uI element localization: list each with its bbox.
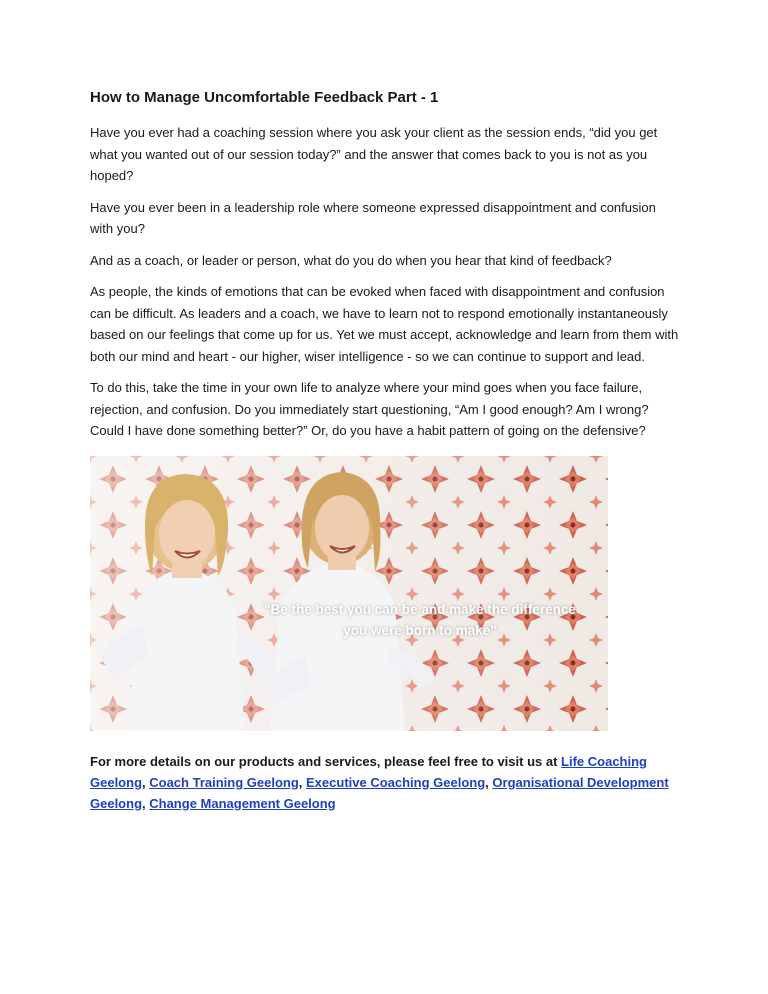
footer-intro: For more details on our products and services, please feel free to visit us at xyxy=(90,753,562,769)
footer-links xyxy=(90,751,680,814)
image-quote xyxy=(240,599,600,641)
link-executive-coaching-geelong[interactable]: Executive Coaching Geelong xyxy=(306,774,486,790)
photo-illustration xyxy=(90,456,608,731)
image-quote-line-2: you were born to make" xyxy=(343,622,497,638)
footer-separator: , xyxy=(485,774,493,790)
paragraph-coaching-session: Have you ever had a coaching session where you ask your client as the session ends, “did you get what you wanted out of our session today?” and the answer that comes back to you is not as you hoped? xyxy=(90,125,658,183)
footer-separator: , xyxy=(298,774,307,790)
link-change-management-geelong[interactable]: Change Management Geelong xyxy=(149,795,336,811)
paragraph-leadership-role: Have you ever been in a leadership role where someone expressed disappointment and confusion with you? xyxy=(90,199,656,236)
article-title: How to Manage Uncomfortable Feedback Part - 1 xyxy=(90,89,439,106)
footer-separator: , xyxy=(142,795,150,811)
link-organisational-development-geelong[interactable]: Organisational Development Geelong xyxy=(90,774,669,811)
link-coach-training-geelong[interactable]: Coach Training Geelong xyxy=(149,774,299,790)
paragraph-emotions: As people, the kinds of emotions that can be evoked when faced with disappointment and confusion can be difficult. As leaders and a coach, we have to learn not to respond emotionally instantaneously based on our feelings that come up for us. Yet we must accept, acknowledge and learn from them with both our mind and heart - our higher, wiser intelligence - so we can continue to support and lead. xyxy=(90,284,679,364)
link-life-coaching-geelong[interactable]: Life Coaching Geelong xyxy=(90,753,647,790)
paragraph-feedback-question: And as a coach, or leader or person, what do you do when you hear that kind of feedback? xyxy=(90,252,612,268)
paragraph-analyze-mind: To do this, take the time in your own life to analyze where your mind goes when you face failure, rejection, and confusion. Do you immediately start questioning, “Am I good enough? Am I wrong? Could I have done something better?” Or, do you have a habit pattern of going on the defensive? xyxy=(90,380,649,438)
footer-separator: , xyxy=(142,774,150,790)
image-quote-line-1: "Be the best you can be and make the difference xyxy=(264,601,576,617)
document-page xyxy=(90,88,680,814)
article-photo xyxy=(90,456,608,731)
